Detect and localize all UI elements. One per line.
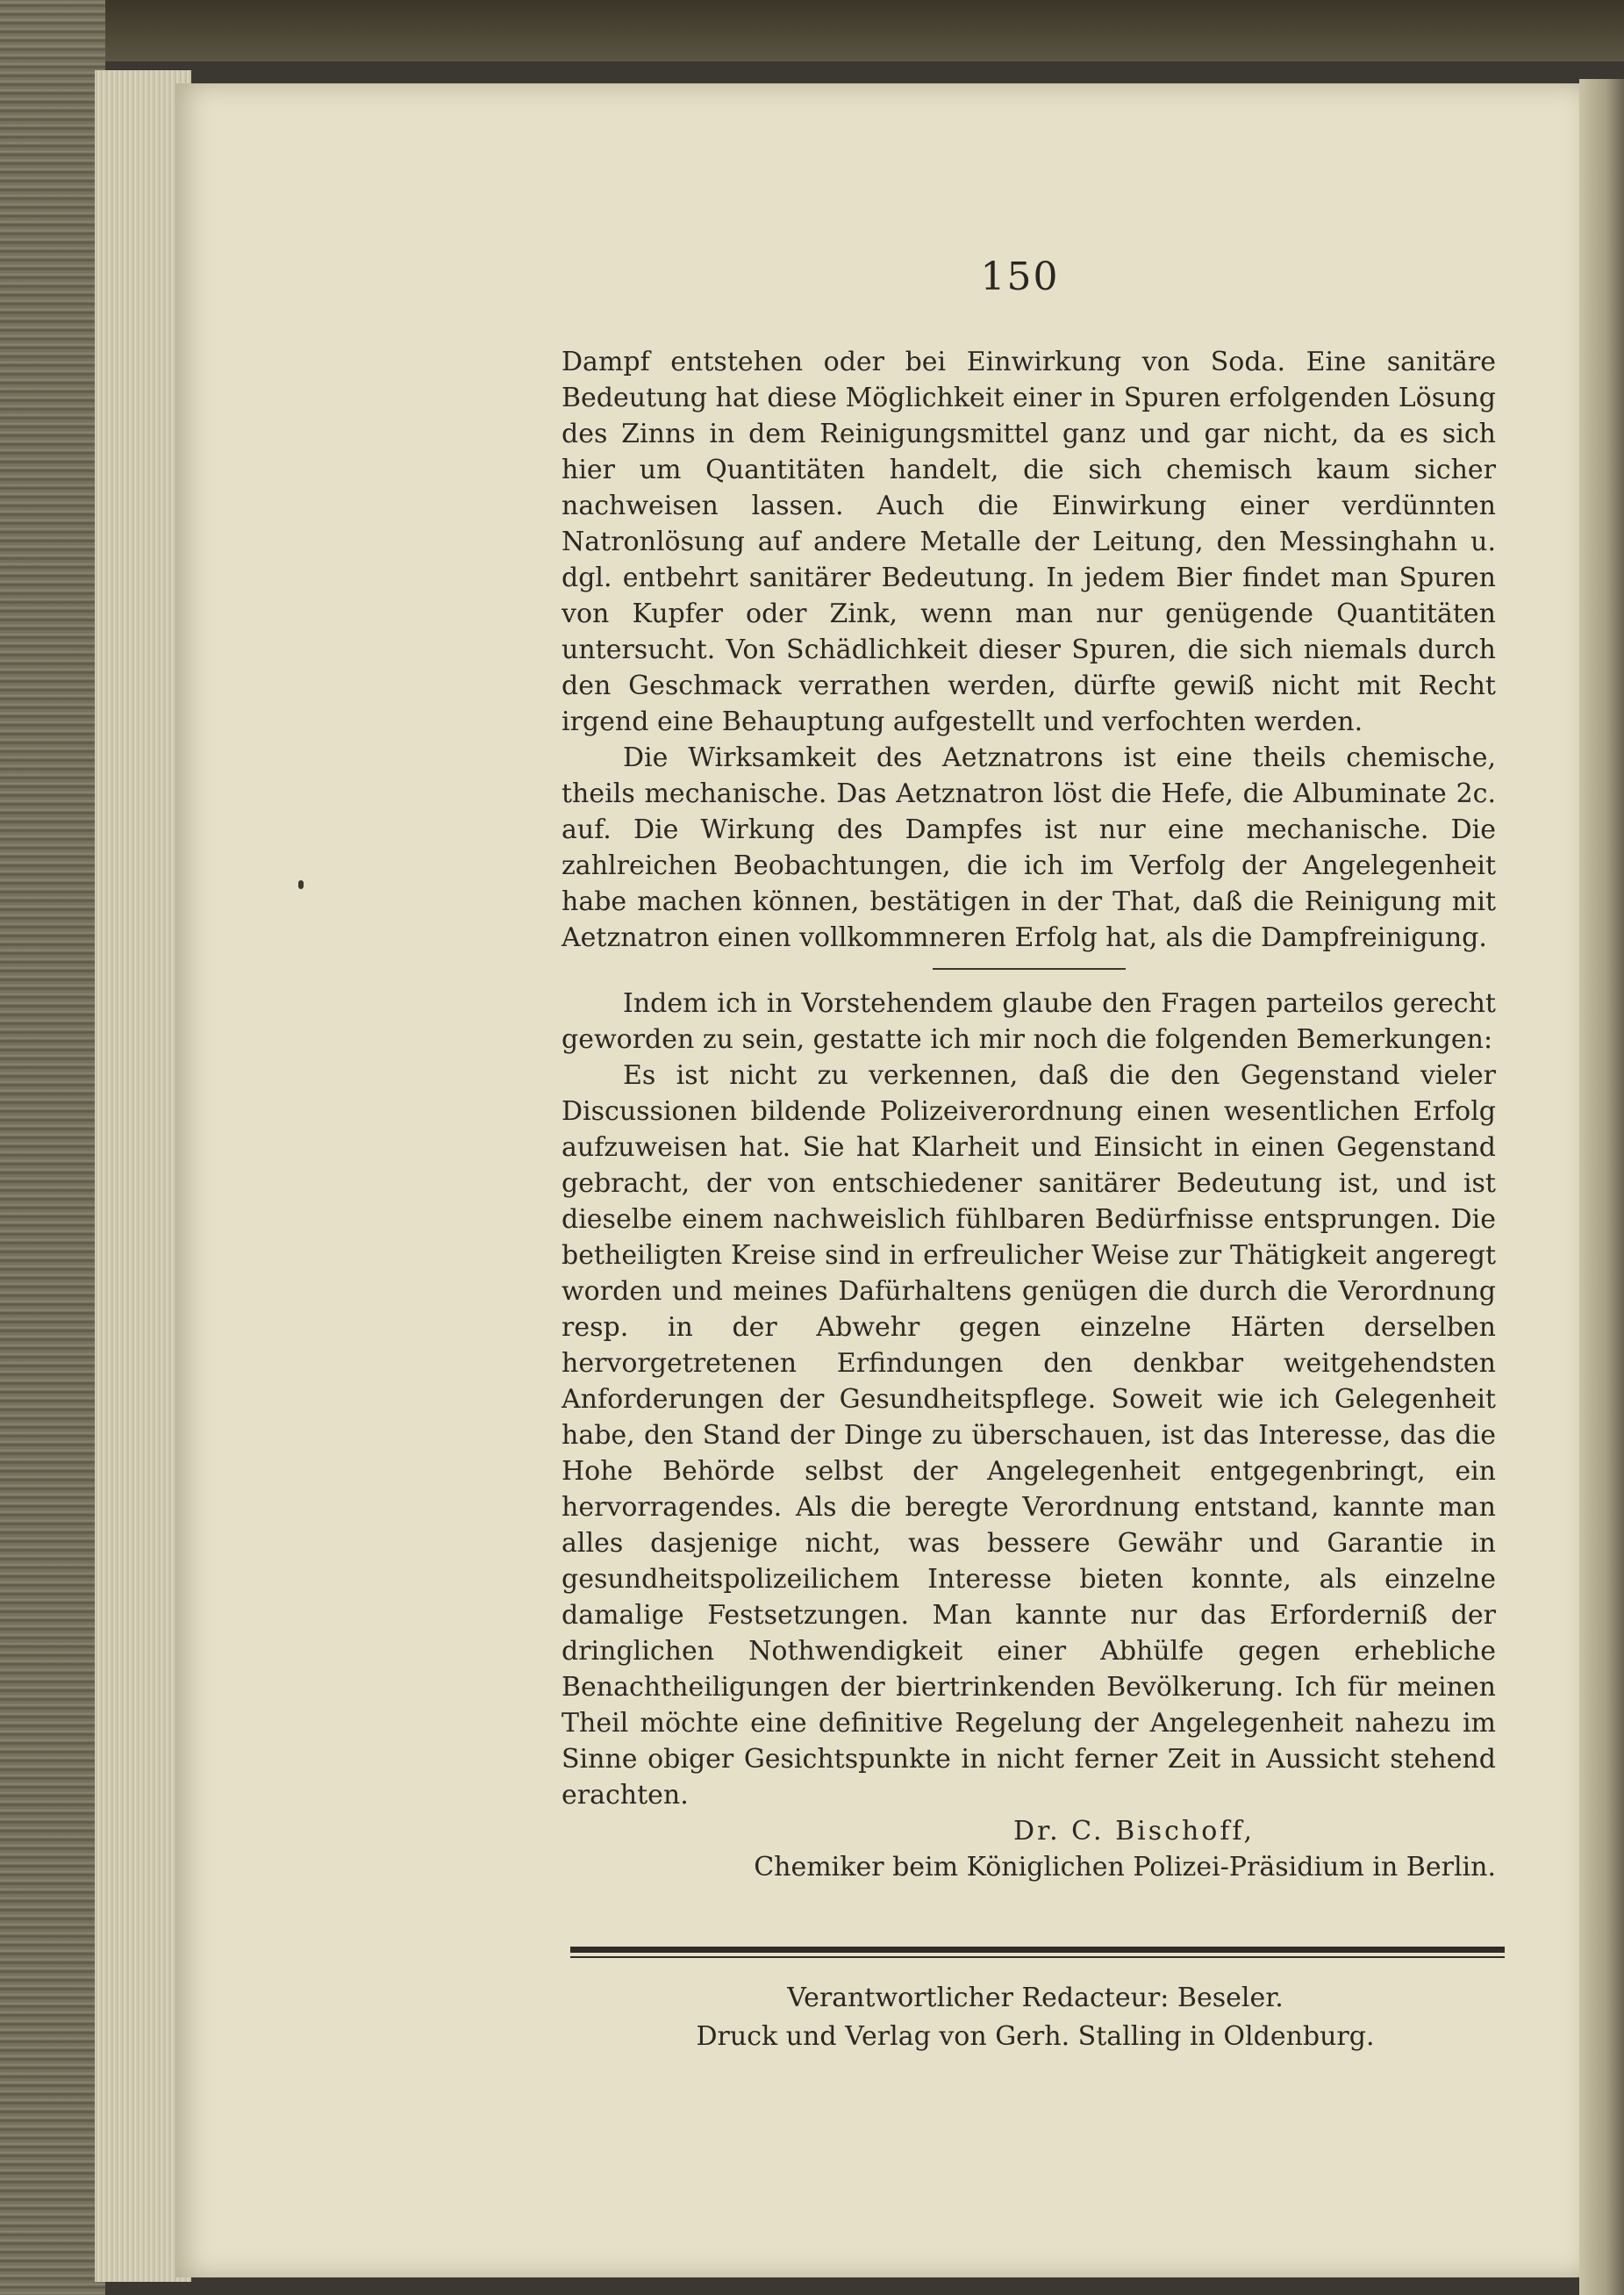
- signature-role: Chemiker beim Königlichen Polizei-Präsidium in Berlin.: [754, 1852, 1496, 1883]
- footer-editor: Verantwortlicher Redacteur: Beseler.: [787, 1983, 1284, 2013]
- book-cover-top: [0, 0, 1624, 61]
- imprint-footer: [562, 1979, 1509, 2056]
- footer-printer: Druck und Verlag von Gerh. Stalling in Oldenburg.: [696, 2021, 1375, 2052]
- paragraph-intro-remarks: Indem ich in Vorstehendem glaube den Fragen parteilos gerecht geworden zu sein, gestatte ich mir noch die folgenden Bemerkungen:: [562, 988, 1496, 1055]
- section-divider: [933, 968, 1126, 970]
- paragraph-remarks: Es ist nicht zu verkennen, daß die den Gegenstand vieler Discussionen bildende Polizeiverordnung einen wesentlichen Erfolg aufzuweisen hat. Sie hat Klarheit und Einsicht in einen Gegenstand gebracht, der von entschiedener sanitärer Bedeutung ist, und ist dieselbe einem nachweislich fühlbaren Bedürfnisse entsprungen. Die betheiligten Kreise sind in erfreulicher Weise zur Thätigkeit angeregt worden und meines Dafürhaltens genügen die durch die Verordnung resp. in der Abwehr gegen einzelne Härten derselben hervorgetretenen Erfindungen den denkbar weitgehendsten Anforderungen der Gesundheitspflege. Soweit wie ich Gelegenheit habe, den Stand der Dinge zu überschauen, ist das Interesse, das die Hohe Behörde selbst der Angelegenheit entgegenbringt, ein hervorragendes. Als die beregte Verordnung entstand, kannte man alles dasjenige nicht, was bessere Gewähr und Garantie in gesundheitspolizeilichem Interesse bieten konnte, als einzelne damalige Festsetzungen. Man kannte nur das Erforderniß der dringlichen Nothwendigkeit einer Abhülfe gegen erhebliche Benachtheiligungen der biertrinkenden Bevölkerung. Ich für meinen Theil möchte eine definitive Regelung der Angelegenheit nahezu im Sinne obiger Gesichtspunkte in nicht ferner Zeit in Aussicht stehend erachten.: [562, 1060, 1496, 1811]
- body-text: [562, 344, 1496, 1885]
- paragraph-continuation: Dampf entstehen oder bei Einwirkung von Soda. Eine sanitäre Bedeutung hat diese Möglichkeit einer in Spuren erfolgenden Lösung des Zinns in dem Reinigungsmittel ganz und gar nicht, da es sich hier um Quantitäten handelt, die sich chemisch kaum sicher nachweisen lassen. Auch die Einwirkung einer verdünnten Natronlösung auf andere Metalle der Leitung, den Messinghahn u. dgl. entbehrt sanitärer Bedeutung. In jedem Bier findet man Spuren von Kupfer oder Zink, wenn man nur genügende Quantitäten untersucht. Von Schädlichkeit dieser Spuren, die sich niemals durch den Geschmack verrathen werden, dürfte gewiß nicht mit Recht irgend eine Behauptung aufgestellt und verfochten werden.: [562, 347, 1496, 737]
- book-spine-cloth: [0, 0, 105, 2295]
- paragraph-aetznatron: Die Wirksamkeit des Aetznatrons ist eine theils chemische, theils mechanische. Das Aetznatron löst die Hefe, die Albuminate 2c. auf. Die Wirkung des Dampfes ist nur eine mechanische. Die zahlreichen Beobachtungen, die ich im Verfolg der Angelegenheit habe machen können, bestätigen in der That, daß die Reinigung mit Aetznatron einen vollkommneren Erfolg hat, als die Dampfreinigung.: [562, 742, 1496, 953]
- signature-name: Dr. C. Bischoff,: [1012, 1816, 1256, 1847]
- footer-rule-thin: [570, 1956, 1505, 1958]
- margin-mark: [298, 880, 304, 889]
- footer-rule: [570, 1947, 1505, 1958]
- page-number: 150: [980, 255, 1060, 299]
- facing-page-edge: [1579, 79, 1624, 2295]
- footer-rule-thick: [570, 1947, 1505, 1953]
